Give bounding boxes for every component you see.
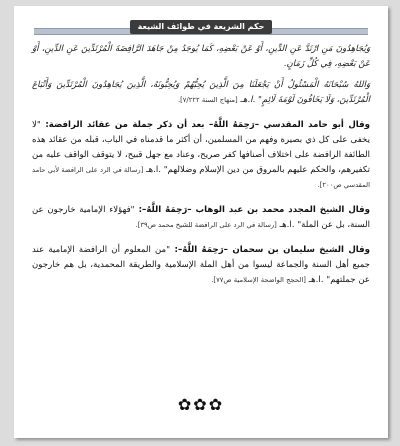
running-header <box>34 19 368 35</box>
header-title: حكم الشريعة في طوائف الشيعة <box>130 20 273 34</box>
section-ornament-icon: ✿✿✿ <box>177 395 225 414</box>
paragraph-quote-ibn-abdulwahhab <box>32 203 370 233</box>
citation: [الحجج الواضحة الإسلامية ص٧٧]. <box>211 276 306 284</box>
verse-text: وَيُجَاهِدُونَ مَنِ ارْتَدَّ عَنِ الدِّينِ، أَوْ عَنْ بَعْضِهِ، كَمَا يُوجَدُ مِنْ جَاهَدَ الرَّافِضَةَ الْمُرْتَدِّينَ عَنِ الدِّينِ، أَوْ عَنْ بَعْضِهِ، فِي كُلِّ زَمَانٍ. <box>32 44 370 69</box>
speaker-intro: وقال الشيخ سليمان بن سحمان –رَحِمَهُ اللَّهُ–: <box>170 245 370 255</box>
citation: [منهاج السنة ٧/٢٢٢]. <box>177 96 238 104</box>
page-body <box>32 42 370 294</box>
citation: [رسالة في الرد على الرافضة لأبي حامد المقدسي ص٢٠٠]. <box>32 166 370 189</box>
paragraph-quote-ibn-sahman <box>32 243 370 288</box>
paragraph-verse-2 <box>32 78 370 108</box>
quote-text: "من المعلوم أن الرافضة الإمامية عند جميع أهل السنة والجماعة ليسوا من أهل الملة الإسلامية والطريقة المحمدية، بل هم خارجون عن جملتهم" .ا.هـ <box>32 245 370 285</box>
paragraph-verse-1 <box>32 42 370 72</box>
speaker-intro: وقال أبو حامد المقدسي –رَحِمَهُ اللَّهُ– بعد أن ذكر جملة من عقائد الرافضة: <box>40 120 370 130</box>
citation: [رسالة في الرد على الرافضة للشيخ محمد ص٣٩]. <box>135 221 277 229</box>
quote-text: "فهؤلاء الإمامية خارجون عن السنة، بل عن الملة" .ا.هـ <box>32 205 370 230</box>
book-page <box>14 6 388 438</box>
paragraph-quote-maqdisi <box>32 118 370 193</box>
verse-text: وَاللهُ سُبْحَانَهُ الْمَسْئُولُ أَنْ يَجْعَلَنَا مِنَ الَّذِينَ يُحِبُّهُمْ وَيُحِبُّونَهُ، الَّذِينَ يُجَاهِدُونَ الْمُرْتَدِّينَ وَأَتْبَاعَ الْمُرْتَدِّينَ، وَلَا يَخَافُونَ لَوْمَةَ لَائِمٍ" .ا.هـ <box>32 80 370 105</box>
quote-text: "لا يخفى على كل ذي بصيرة وفهم من المسلمين، أن أكثر ما قدمناه في الباب، قبله من عقائد هذه الطائفة الرافضة على اختلاف أصنافها كفر صريح، وعناد مع جهل قبيح، لا يتوقف الواقف عليه من تكفيرهم، والحكم عليهم بالمروق من دين الإسلام وضلالهم" .ا.هـ <box>32 120 370 175</box>
speaker-intro: وقال الشيخ المجدد محمد بن عبد الوهاب –رَحِمَهُ اللَّهُ–: <box>134 205 370 215</box>
